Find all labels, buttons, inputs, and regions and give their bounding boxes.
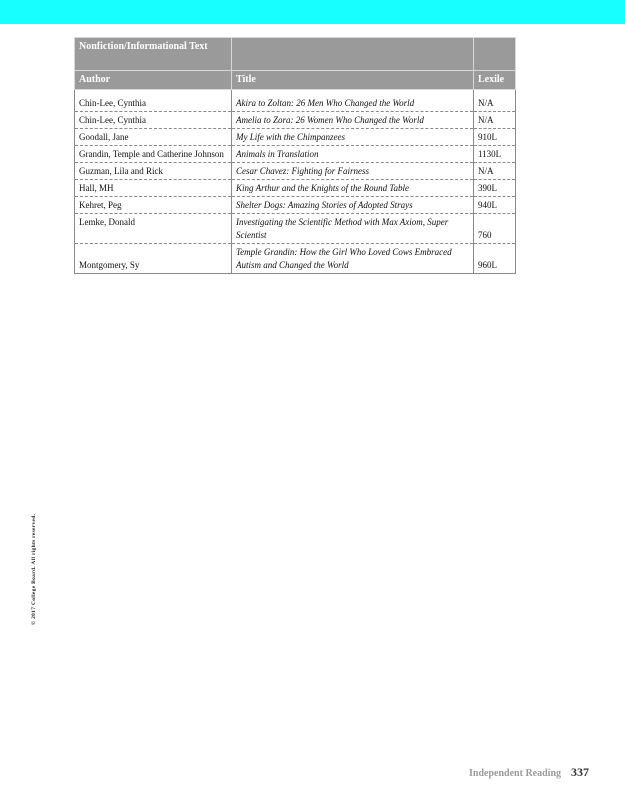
cell-lexile: 760 [474,214,516,244]
cell-author: Chin-Lee, Cynthia [75,112,232,129]
group-header-nonfiction: Nonfiction/Informational Text [75,38,232,71]
cell-title: Animals in Translation [232,146,474,163]
cell-author: Guzman, Lila and Rick [75,163,232,180]
column-header-title: Title [232,71,474,90]
cell-author: Montgomery, Sy [75,244,232,274]
table-row [75,146,516,163]
table-row [75,163,516,180]
group-header-empty-lexile [474,38,516,71]
cell-title: King Arthur and the Knights of the Round Table [232,180,474,197]
column-header-author: Author [75,71,232,90]
reading-list-table-container [74,37,515,274]
table-column-header-row [75,71,516,90]
table-row [75,197,516,214]
cell-author: Lemke, Donald [75,214,232,244]
cell-title: Akira to Zoltan: 26 Men Who Changed the World [232,90,474,112]
cell-title: Shelter Dogs: Amazing Stories of Adopted Strays [232,197,474,214]
table-group-header-row [75,38,516,71]
cell-title: My Life with the Chimpanzees [232,129,474,146]
cell-lexile: 910L [474,129,516,146]
cell-title: Cesar Chavez: Fighting for Fairness [232,163,474,180]
cell-lexile: N/A [474,163,516,180]
reading-list-table [74,37,516,274]
table-row [75,214,516,244]
table-row [75,129,516,146]
copyright-notice: © 2017 College Board. All rights reserved. [31,513,37,625]
cell-lexile: 1130L [474,146,516,163]
cell-author: Grandin, Temple and Catherine Johnson [75,146,232,163]
table-row [75,244,516,274]
cell-title: Temple Grandin: How the Girl Who Loved Cows Embraced Autism and Changed the World [232,244,474,274]
cell-author: Chin-Lee, Cynthia [75,90,232,112]
page-number: 337 [571,765,589,779]
cell-author: Hall, MH [75,180,232,197]
top-color-band [0,0,625,24]
group-header-empty-title [232,38,474,71]
cell-title: Amelia to Zora: 26 Women Who Changed the World [232,112,474,129]
cell-lexile: 940L [474,197,516,214]
cell-author: Kehret, Peg [75,197,232,214]
column-header-lexile: Lexile [474,71,516,90]
cell-title: Investigating the Scientific Method with Max Axiom, Super Scientist [232,214,474,244]
cell-lexile: 960L [474,244,516,274]
footer-section-name: Independent Reading [469,768,561,779]
table-row [75,90,516,112]
cell-lexile: N/A [474,90,516,112]
cell-author: Goodall, Jane [75,129,232,146]
table-row [75,112,516,129]
cell-lexile: 390L [474,180,516,197]
table-row [75,180,516,197]
page-footer [469,763,589,781]
cell-lexile: N/A [474,112,516,129]
